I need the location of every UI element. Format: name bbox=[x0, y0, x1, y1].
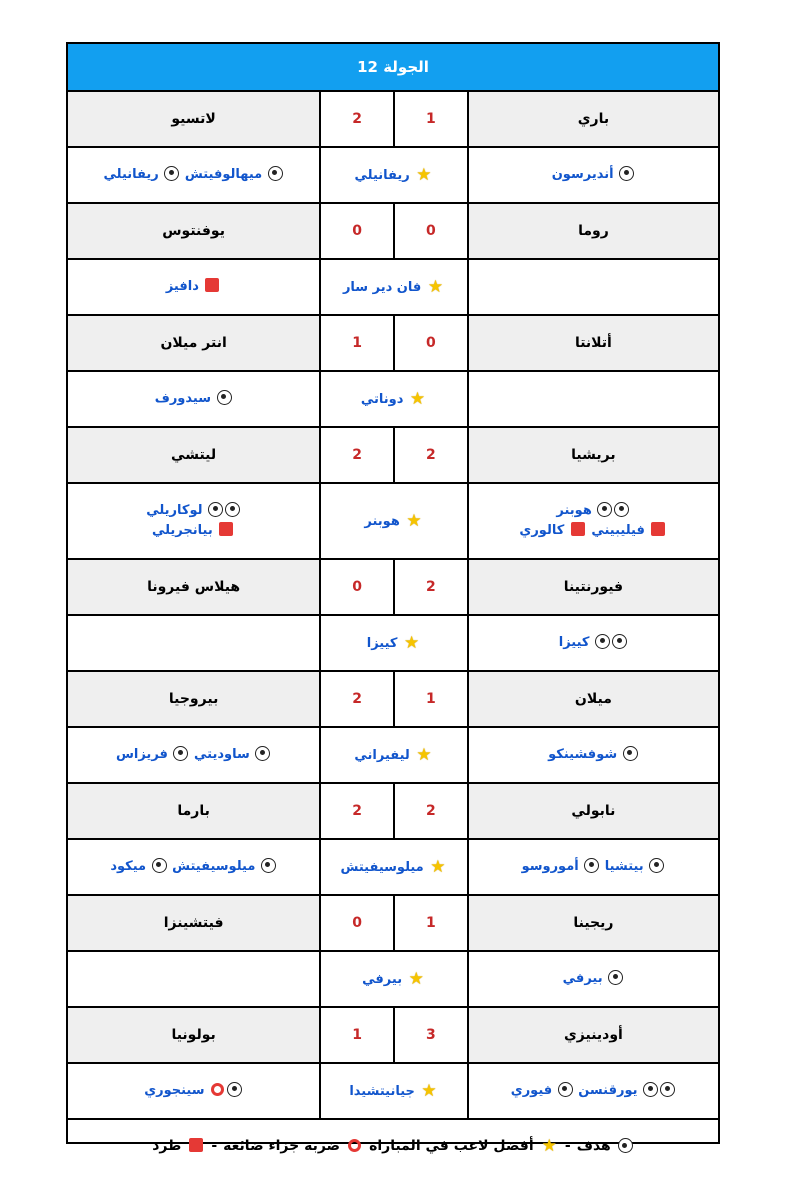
round-title: الجولة 12 bbox=[68, 44, 718, 92]
goal-icon bbox=[255, 746, 270, 761]
legend-goal: هدف bbox=[576, 1138, 611, 1154]
match-events-row bbox=[68, 148, 718, 204]
player-name: ساوديتي bbox=[193, 746, 250, 762]
goal-icon bbox=[595, 634, 610, 649]
missed-penalty-icon bbox=[348, 1139, 361, 1152]
player-name: بيانجريلي bbox=[151, 523, 213, 538]
away-score: 1 bbox=[319, 316, 393, 370]
away-events bbox=[68, 952, 319, 1006]
legend bbox=[68, 1120, 718, 1172]
home-team: أودينيزي bbox=[467, 1008, 718, 1062]
motm-name: ميلوسيفيتش bbox=[340, 859, 424, 875]
home-events bbox=[467, 1064, 718, 1118]
legend-red: طرد bbox=[152, 1138, 182, 1154]
home-score: 1 bbox=[393, 896, 467, 950]
event-line bbox=[146, 501, 241, 521]
away-events bbox=[68, 260, 319, 314]
event-line bbox=[144, 1081, 243, 1101]
home-team: ريجينا bbox=[467, 896, 718, 950]
home-events bbox=[467, 728, 718, 782]
away-team: بارما bbox=[68, 784, 319, 838]
goal-icon bbox=[643, 1082, 658, 1097]
away-team: انتر ميلان bbox=[68, 316, 319, 370]
away-team: بولونيا bbox=[68, 1008, 319, 1062]
man-of-the-match bbox=[319, 952, 467, 1006]
away-team: يوفنتوس bbox=[68, 204, 319, 258]
home-team: نابولي bbox=[467, 784, 718, 838]
event-line bbox=[559, 633, 628, 653]
motm-line bbox=[340, 854, 447, 880]
player-name: بيرفي bbox=[562, 970, 603, 986]
away-events bbox=[68, 840, 319, 894]
goal-icon bbox=[584, 858, 599, 873]
home-score: 3 bbox=[393, 1008, 467, 1062]
man-of-the-match bbox=[319, 148, 467, 202]
player-name: أموروسو bbox=[521, 858, 579, 874]
away-score: 2 bbox=[319, 428, 393, 482]
event-line bbox=[166, 277, 222, 297]
motm-name: بيرفي bbox=[362, 971, 403, 987]
match-events-row bbox=[68, 1064, 718, 1120]
goal-icon bbox=[597, 502, 612, 517]
away-events bbox=[68, 616, 319, 670]
home-score: 1 bbox=[393, 672, 467, 726]
motm-line bbox=[367, 630, 422, 656]
motm-name: هوبنر bbox=[364, 513, 400, 529]
motm-line bbox=[361, 386, 427, 412]
motm-line bbox=[349, 1078, 438, 1104]
goal-icon bbox=[173, 746, 188, 761]
goal-icon bbox=[649, 858, 664, 873]
star-icon: ★ bbox=[406, 510, 422, 531]
event-line bbox=[552, 165, 635, 185]
goal-icon bbox=[660, 1082, 675, 1097]
goal-icon bbox=[268, 166, 283, 181]
motm-name: كييزا bbox=[366, 635, 398, 651]
home-events bbox=[467, 372, 718, 426]
home-events bbox=[467, 840, 718, 894]
event-line bbox=[556, 501, 630, 521]
event-line bbox=[104, 165, 284, 185]
home-score: 0 bbox=[393, 316, 467, 370]
home-events bbox=[467, 148, 718, 202]
match-row bbox=[68, 672, 718, 728]
player-name: كييزا bbox=[558, 634, 590, 650]
home-team: فيورنتينا bbox=[467, 560, 718, 614]
motm-line bbox=[354, 162, 433, 188]
away-score: 2 bbox=[319, 92, 393, 146]
match-row bbox=[68, 560, 718, 616]
match-row bbox=[68, 316, 718, 372]
goal-icon bbox=[614, 502, 629, 517]
star-icon: ★ bbox=[421, 1080, 437, 1101]
away-score: 1 bbox=[319, 1008, 393, 1062]
motm-name: جيانيتشيدا bbox=[349, 1083, 415, 1099]
star-icon: ★ bbox=[541, 1136, 557, 1156]
motm-line bbox=[364, 508, 423, 534]
motm-line bbox=[362, 966, 426, 992]
player-name: دافيز bbox=[165, 278, 199, 294]
player-name: كالوري bbox=[519, 523, 565, 538]
player-name: سيدورف bbox=[154, 390, 211, 406]
away-events bbox=[68, 484, 319, 558]
player-name: ميهالوفيتش bbox=[184, 166, 263, 182]
away-events bbox=[68, 728, 319, 782]
away-team: لاتسيو bbox=[68, 92, 319, 146]
red-card-icon bbox=[571, 522, 585, 536]
goal-icon bbox=[225, 502, 240, 517]
goal-icon bbox=[261, 858, 276, 873]
away-team: هيلاس فيرونا bbox=[68, 560, 319, 614]
home-events bbox=[467, 484, 718, 558]
goal-icon bbox=[558, 1082, 573, 1097]
star-icon: ★ bbox=[416, 164, 432, 185]
motm-name: دوناتي bbox=[360, 391, 404, 407]
goal-icon bbox=[227, 1082, 242, 1097]
match-row bbox=[68, 92, 718, 148]
goal-icon bbox=[623, 746, 638, 761]
man-of-the-match bbox=[319, 1064, 467, 1118]
player-name: يورقنسن bbox=[578, 1082, 638, 1098]
match-events-row bbox=[68, 372, 718, 428]
man-of-the-match bbox=[319, 616, 467, 670]
event-line bbox=[519, 521, 667, 541]
match-events-row bbox=[68, 260, 718, 316]
home-team: أتلانتا bbox=[467, 316, 718, 370]
away-team: بيروجيا bbox=[68, 672, 319, 726]
event-line bbox=[116, 745, 271, 765]
red-card-icon bbox=[205, 278, 219, 292]
player-name: هوبنر bbox=[556, 502, 592, 518]
home-score: 2 bbox=[393, 560, 467, 614]
player-name: سينجوري bbox=[144, 1082, 205, 1098]
legend-penalty: ضربة جزاء ضائعة bbox=[223, 1138, 341, 1154]
match-events-row bbox=[68, 728, 718, 784]
red-card-icon bbox=[651, 522, 665, 536]
event-line bbox=[110, 857, 277, 877]
away-team: فيتشينزا bbox=[68, 896, 319, 950]
motm-line bbox=[343, 274, 445, 300]
home-score: 0 bbox=[393, 204, 467, 258]
player-name: ميكود bbox=[110, 858, 147, 874]
star-icon: ★ bbox=[416, 744, 432, 765]
red-card-icon bbox=[219, 522, 233, 536]
match-row bbox=[68, 1008, 718, 1064]
goal-icon bbox=[608, 970, 623, 985]
home-events bbox=[467, 616, 718, 670]
event-line bbox=[563, 969, 624, 989]
player-name: فيليبيني bbox=[591, 523, 645, 538]
event-line bbox=[152, 521, 235, 541]
man-of-the-match bbox=[319, 840, 467, 894]
match-events-row bbox=[68, 616, 718, 672]
event-line bbox=[548, 745, 639, 765]
legend-motm: أفضل لاعب في المباراة bbox=[369, 1138, 534, 1154]
goal-icon bbox=[217, 390, 232, 405]
match-events-row bbox=[68, 952, 718, 1008]
star-icon: ★ bbox=[408, 968, 424, 989]
matches-list bbox=[68, 92, 718, 1120]
player-name: فيوري bbox=[510, 1082, 553, 1098]
player-name: فريزاس bbox=[115, 746, 168, 762]
away-score: 0 bbox=[319, 204, 393, 258]
match-events-row bbox=[68, 840, 718, 896]
star-icon: ★ bbox=[409, 388, 426, 409]
goal-icon bbox=[152, 858, 167, 873]
home-team: روما bbox=[467, 204, 718, 258]
goal-icon bbox=[619, 166, 634, 181]
player-name: شوفشينكو bbox=[548, 746, 618, 762]
away-events bbox=[68, 148, 319, 202]
red-card-icon bbox=[189, 1138, 203, 1152]
home-team: ميلان bbox=[467, 672, 718, 726]
player-name: ميلوسيفيتش bbox=[172, 858, 256, 874]
goal-icon bbox=[612, 634, 627, 649]
event-line bbox=[522, 857, 666, 877]
event-line bbox=[155, 389, 233, 409]
away-score: 0 bbox=[319, 560, 393, 614]
player-name: بيتشيا bbox=[604, 858, 644, 874]
legend-separator: - bbox=[564, 1138, 571, 1154]
legend-separator: - bbox=[211, 1138, 218, 1154]
home-score: 2 bbox=[393, 428, 467, 482]
away-score: 0 bbox=[319, 896, 393, 950]
star-icon: ★ bbox=[404, 632, 420, 653]
match-row bbox=[68, 784, 718, 840]
man-of-the-match bbox=[319, 728, 467, 782]
motm-name: ليفيراني bbox=[354, 747, 410, 763]
match-row bbox=[68, 204, 718, 260]
goal-icon bbox=[618, 1138, 633, 1153]
player-name: ريفانيلي bbox=[103, 166, 159, 182]
away-team: ليتشي bbox=[68, 428, 319, 482]
home-events bbox=[467, 260, 718, 314]
away-score: 2 bbox=[319, 672, 393, 726]
away-score: 2 bbox=[319, 784, 393, 838]
event-line bbox=[511, 1081, 676, 1101]
match-row bbox=[68, 428, 718, 484]
match-row bbox=[68, 896, 718, 952]
star-icon: ★ bbox=[427, 276, 444, 297]
motm-line bbox=[354, 742, 433, 768]
home-events bbox=[467, 952, 718, 1006]
man-of-the-match bbox=[319, 372, 467, 426]
motm-name: ريفانيلي bbox=[354, 167, 410, 183]
player-name: لوكاريلي bbox=[146, 502, 203, 518]
match-events-row bbox=[68, 484, 718, 560]
goal-icon bbox=[164, 166, 179, 181]
round-table bbox=[66, 42, 720, 1156]
goal-icon bbox=[208, 502, 223, 517]
away-events bbox=[68, 1064, 319, 1118]
man-of-the-match bbox=[319, 260, 467, 314]
home-score: 1 bbox=[393, 92, 467, 146]
missed-penalty-icon bbox=[211, 1083, 224, 1096]
motm-name: فان دير سار bbox=[342, 279, 422, 295]
home-team: بريشيا bbox=[467, 428, 718, 482]
away-events bbox=[68, 372, 319, 426]
home-team: باري bbox=[467, 92, 718, 146]
player-name: أنديرسون bbox=[551, 166, 614, 182]
star-icon: ★ bbox=[430, 856, 446, 877]
home-score: 2 bbox=[393, 784, 467, 838]
man-of-the-match bbox=[319, 484, 467, 558]
